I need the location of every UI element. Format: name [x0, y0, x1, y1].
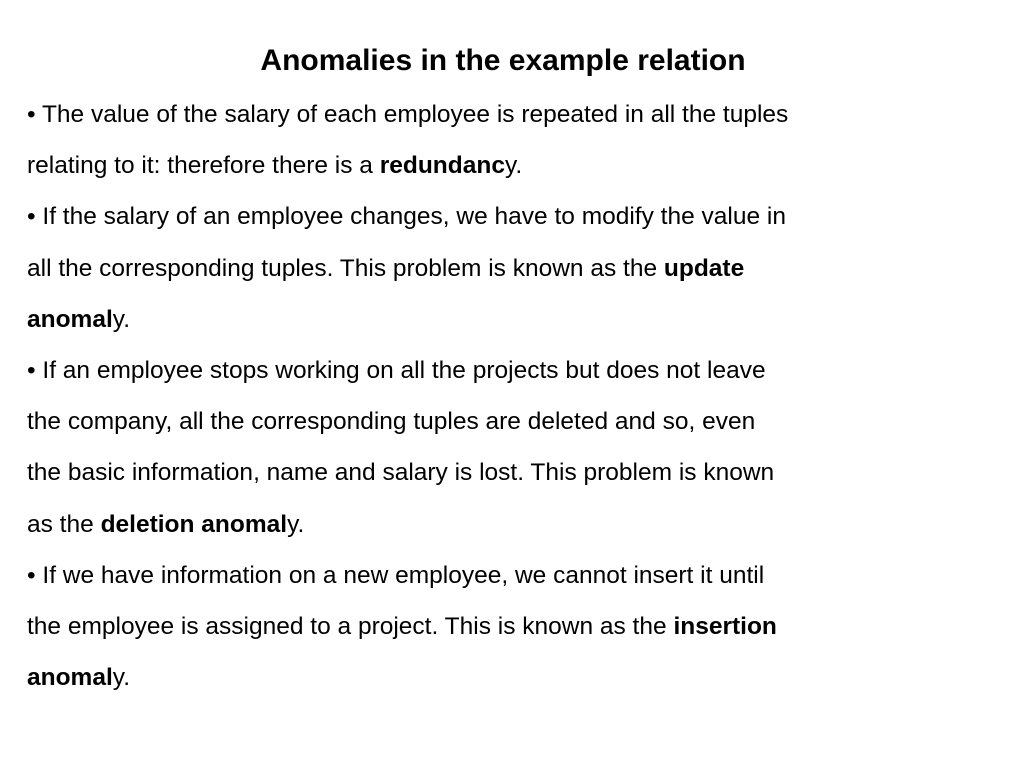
text-line: [27, 345, 997, 396]
text-segment: y.: [504, 152, 523, 180]
text-segment: relating to it: therefore there is a: [27, 152, 380, 180]
text-line: [27, 243, 997, 294]
slide-title: Anomalies in the example relation: [260, 44, 746, 77]
text-segment: y.: [112, 305, 131, 333]
text-line: [27, 652, 997, 703]
text-line: [27, 140, 997, 191]
text-line: [27, 601, 997, 652]
text-line: [27, 447, 997, 498]
text-segment: all the corresponding tuples. This problem is known as the: [27, 254, 664, 282]
text-segment: • If we have information on a new employee, we cannot insert it until: [27, 561, 765, 589]
text-segment: • If the salary of an employee changes, we have to modify the value in: [27, 203, 786, 231]
text-segment: y.: [112, 664, 131, 692]
bold-term: anomal: [27, 305, 113, 333]
bold-term: insertion: [673, 612, 777, 640]
text-segment: • If an employee stops working on all the projects but does not leave: [27, 356, 766, 384]
text-line: [27, 191, 997, 242]
slide-body: [27, 89, 997, 703]
bold-term: update: [663, 254, 745, 282]
bold-term: deletion anomal: [100, 510, 288, 538]
bold-term: anomal: [27, 664, 113, 692]
text-segment: y.: [287, 510, 305, 538]
bold-term: redundanc: [379, 152, 505, 180]
text-segment: • The value of the salary of each employee is repeated in all the tuples: [27, 101, 789, 128]
text-line: [27, 396, 997, 447]
text-line: [27, 550, 997, 601]
text-segment: the basic information, name and salary is lost. This problem is known: [27, 459, 775, 487]
text-line: [27, 499, 997, 550]
text-segment: as the: [27, 510, 101, 538]
text-segment: the employee is assigned to a project. This is known as the: [27, 612, 674, 640]
text-segment: the company, all the corresponding tuples are deleted and so, even: [27, 408, 756, 436]
text-line: [27, 89, 997, 140]
text-line: [27, 294, 997, 345]
